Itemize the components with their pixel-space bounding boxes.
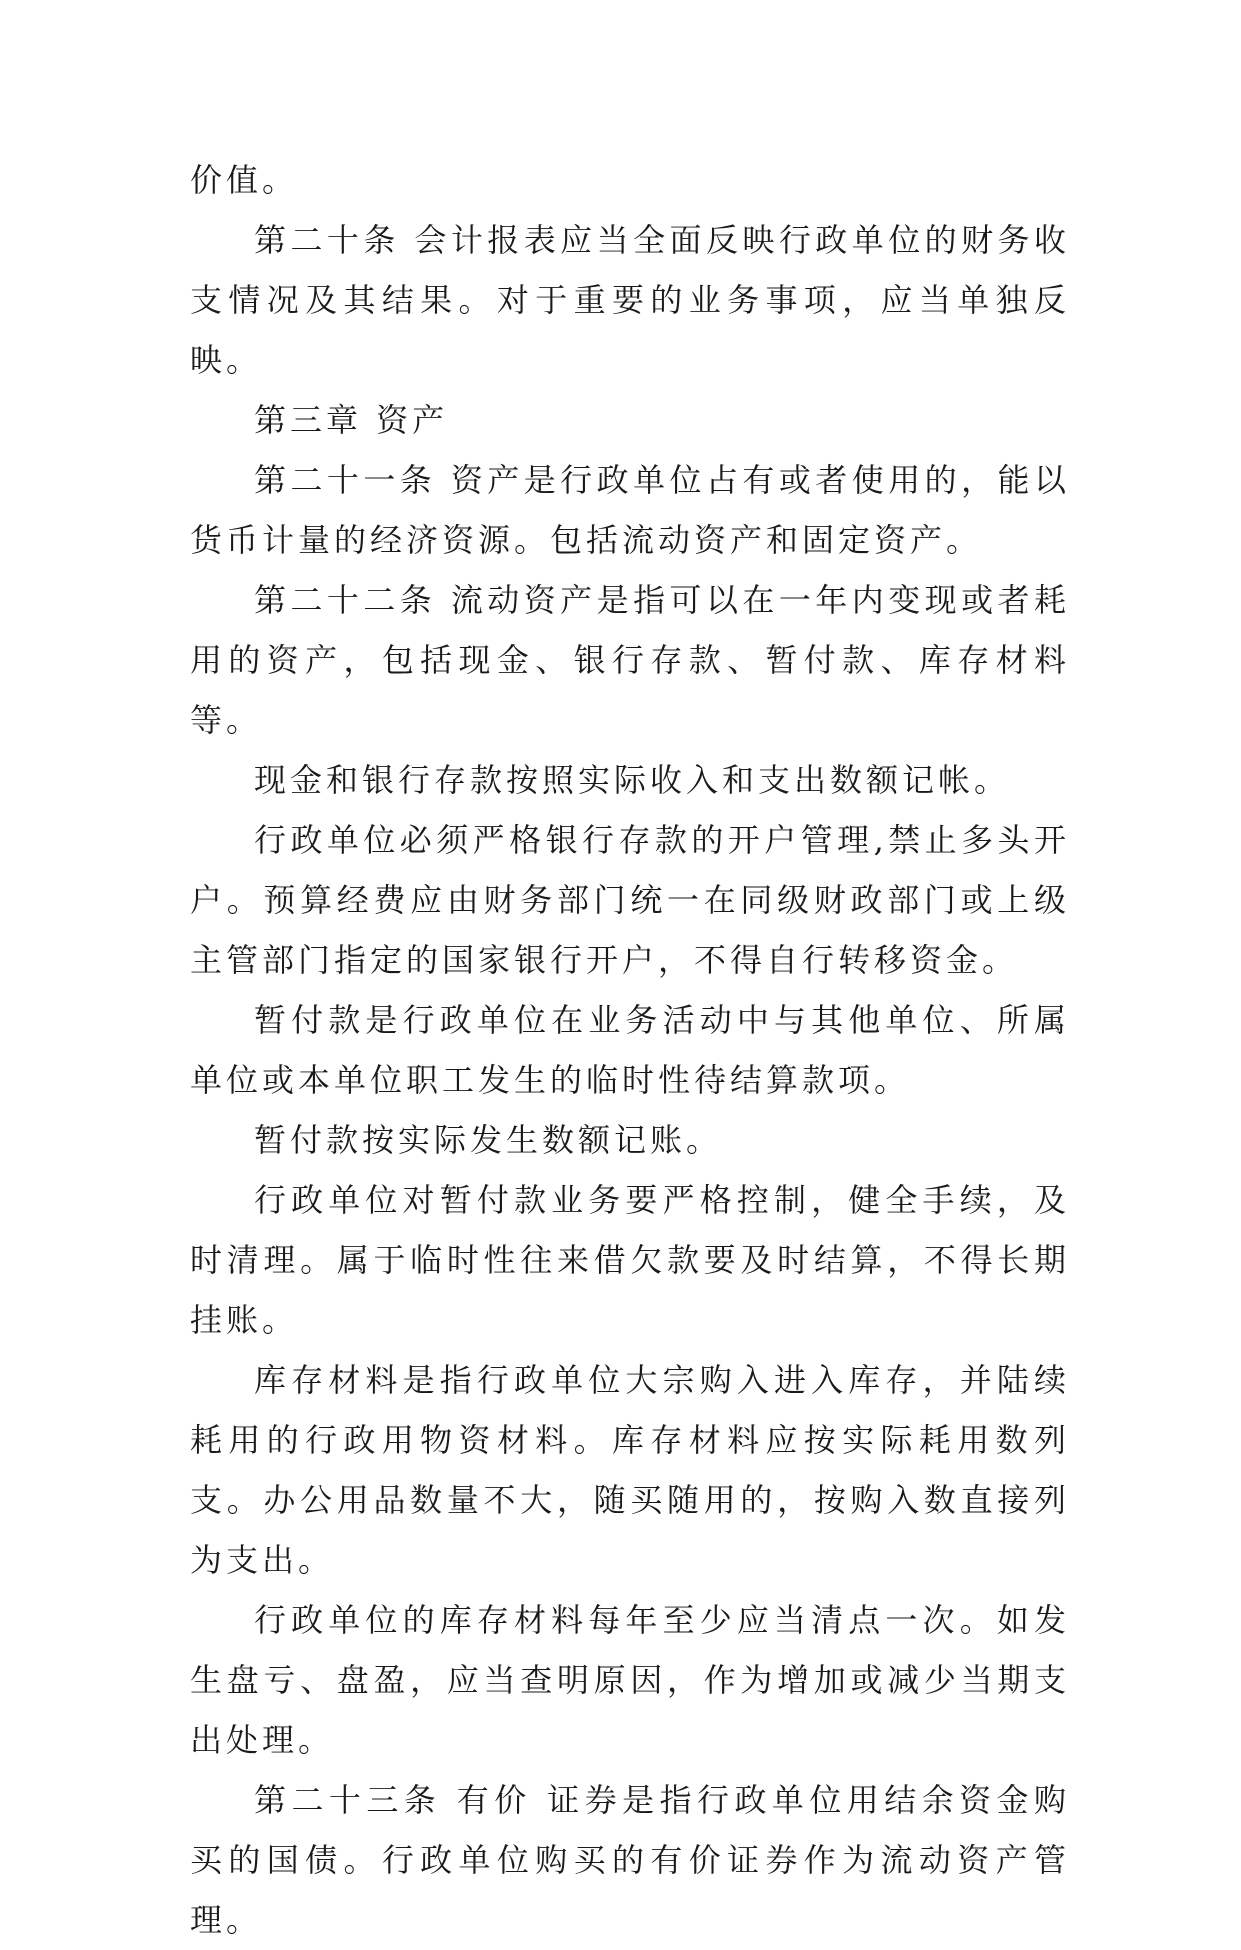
paragraph-advance-record: 暂付款按实际发生数额记账。 xyxy=(254,1121,723,1159)
paragraph-inventory-count: 行政单位的库存材料每年至少应当清点一次。如发生盘亏、盘盈，应当查明原因，作为增加或减少当期支出处理。 xyxy=(190,1601,1070,1759)
paragraph-advance-definition: 暂付款是行政单位在业务活动中与其他单位、所属单位或本单位职工发生的临时性待结算款项。 xyxy=(190,1001,1070,1099)
paragraph-continuation: 价值。 xyxy=(190,161,299,199)
paragraph-cash: 现金和银行存款按照实际收入和支出数额记帐。 xyxy=(254,761,1011,799)
paragraph-article-21: 第二十一条 资产是行政单位占有或者使用的，能以货币计量的经济资源。包括流动资产和固定资产。 xyxy=(190,461,1070,559)
document-page xyxy=(190,150,1070,1950)
paragraph-bank-account: 行政单位必须严格银行存款的开户管理,禁止多头开户。预算经费应由财务部门统一在同级财政部门或上级主管部门指定的国家银行开户，不得自行转移资金。 xyxy=(190,821,1070,979)
paragraph-article-22: 第二十二条 流动资产是指可以在一年内变现或者耗用的资产，包括现金、银行存款、暂付款、库存材料等。 xyxy=(190,581,1070,739)
paragraph-article-20: 第二十条 会计报表应当全面反映行政单位的财务收支情况及其结果。对于重要的业务事项，应当单独反映。 xyxy=(190,221,1070,379)
paragraph-inventory-definition: 库存材料是指行政单位大宗购入进入库存，并陆续耗用的行政用物资材料。库存材料应按实际耗用数列支。办公用品数量不大，随买随用的，按购入数直接列为支出。 xyxy=(190,1361,1070,1579)
paragraph-article-23: 第二十三条 有价 证券是指行政单位用结余资金购买的国债。行政单位购买的有价证券作为流动资产管理。 xyxy=(190,1781,1070,1939)
chapter-heading: 第三章 资产 xyxy=(254,401,449,439)
paragraph-advance-control: 行政单位对暂付款业务要严格控制，健全手续，及时清理。属于临时性往来借欠款要及时结算，不得长期挂账。 xyxy=(190,1181,1070,1339)
